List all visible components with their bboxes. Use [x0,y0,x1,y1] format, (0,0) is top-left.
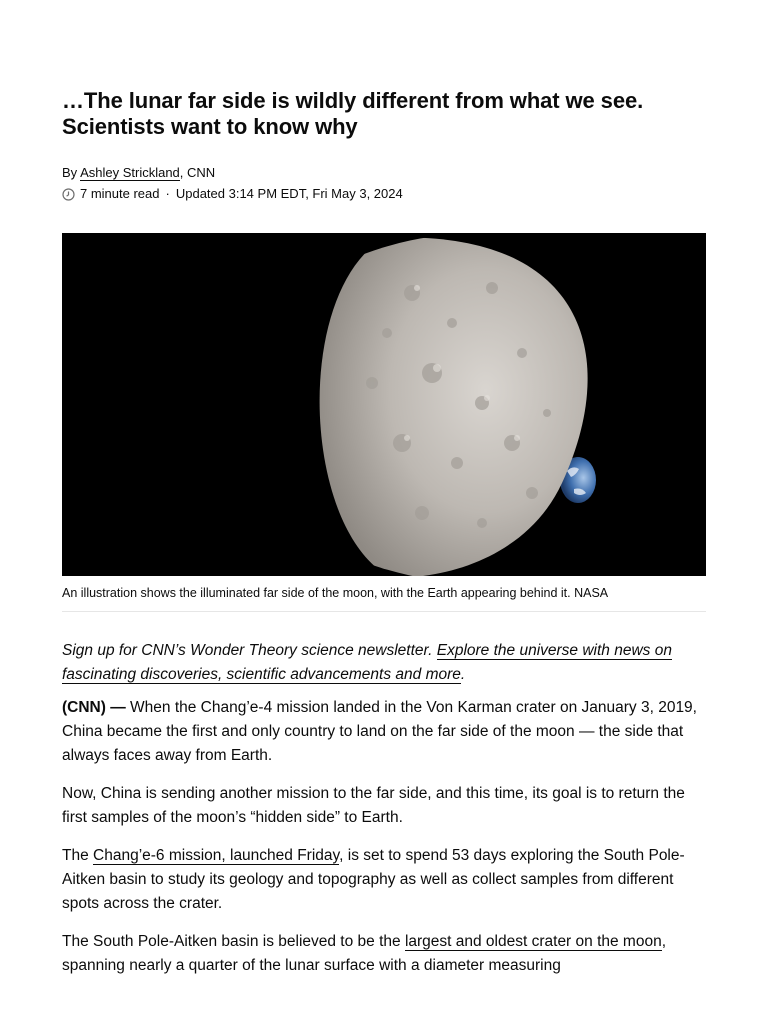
author-link[interactable]: Ashley Strickland [80,165,180,180]
newsletter-link[interactable]: Explore the universe with news on fascinating discoveries, scientific advancements and more [62,642,672,683]
paragraph-3-start: The [62,847,94,864]
paragraph-4 [62,930,712,978]
byline-prefix: By [62,165,81,180]
paragraph-4-start: The South Pole-Aitken basin is believed to be the [62,933,405,950]
headline: …The lunar far side is wildly different from what we see. Scientists want to know why [62,88,644,139]
moon-earth-illustration [62,233,706,576]
paragraph-3 [62,844,712,916]
crater-link[interactable]: largest and oldest crater on the moon [404,933,662,950]
meta-separator: · [165,186,170,201]
paragraph-1-text: When the Chang’e-4 mission landed in the Von Karman crater on January 3, 2019, China became the first and only country to land on the far side of the moon — the side that always faces away from Earth. [62,699,697,764]
article-meta [62,186,403,202]
dateline: (CNN) — [62,699,131,716]
newsletter-end: . [460,666,466,683]
clock-icon [62,188,75,201]
image-caption: An illustration shows the illuminated far side of the moon, with the Earth appearing behind it. NASA [62,585,706,612]
byline-suffix: , CNN [179,165,216,180]
newsletter-promo [62,639,712,687]
newsletter-text: Sign up for CNN’s Wonder Theory science newsletter. [62,642,437,659]
read-time: 7 minute read [80,186,160,201]
updated-timestamp: Updated 3:14 PM EDT, Fri May 3, 2024 [175,186,403,201]
byline [62,165,215,181]
paragraph-2: Now, China is sending another mission to the far side, and this time, its goal is to return the first samples of the moon’s “hidden side” to Earth. [62,785,685,826]
paragraph-3-end: , is set to spend 53 days exploring the South Pole-Aitken basin to study its geology and topography as well as collect samples from different spots across the crater. [62,847,685,912]
paragraph-1 [62,696,712,768]
paragraph-4-end: , spanning nearly a quarter of the lunar surface with a diameter measuring [62,933,667,974]
hero-image[interactable] [62,233,706,576]
change6-link[interactable]: Chang’e-6 mission, launched Friday [93,847,340,864]
